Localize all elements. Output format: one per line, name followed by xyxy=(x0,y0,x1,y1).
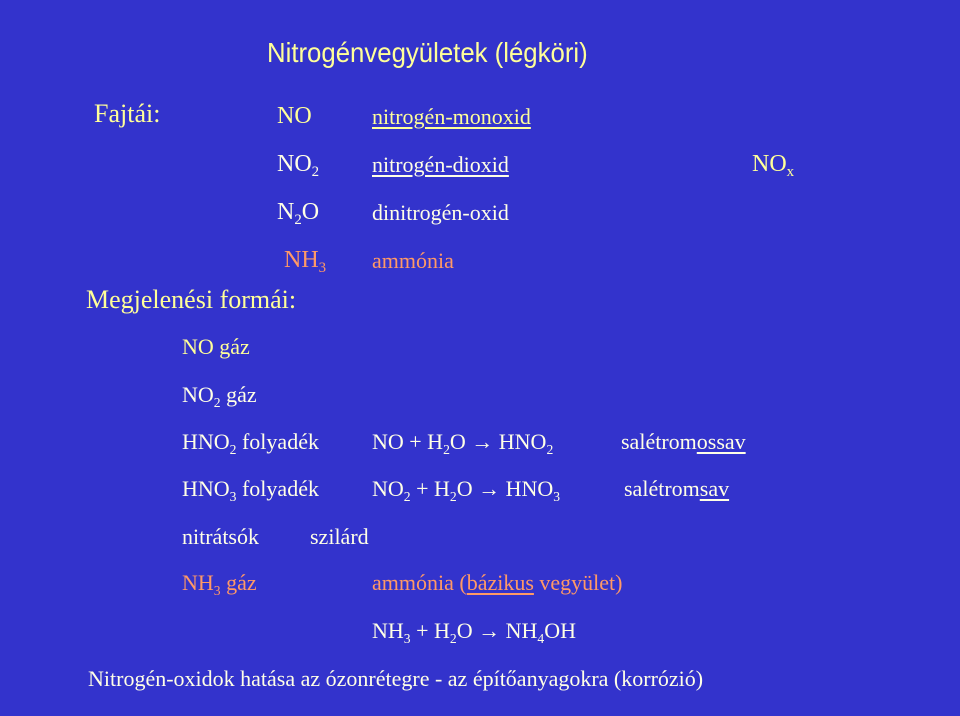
form-hno2-liquid: $HNO_2$ folyadék xyxy=(182,429,319,457)
name-dinitrogen-oxide: dinitrogén-oxid xyxy=(372,200,509,225)
types-label: Fajtái: xyxy=(94,99,161,128)
name-nitrogen-monoxide: nitrogén-monoxid xyxy=(372,104,531,129)
name-ammonia: ammónia xyxy=(372,248,454,273)
form-solid: szilárd xyxy=(310,524,369,549)
formula-no: NO xyxy=(277,103,312,129)
footer-effects: Nitrogén-oxidok hatása az ózonrétegre - az építőanyagokra (korrózió) xyxy=(88,666,704,691)
formula-nh3: $NH_3$ xyxy=(284,247,327,277)
name-nitric-acid: salétromsav xyxy=(624,476,730,501)
form-hno3-liquid: $HNO_3$ folyadék xyxy=(182,476,319,504)
page-title: Nitrogénvegyületek (légköri) xyxy=(267,37,588,68)
forms-label: Megjelenési formái: xyxy=(86,285,297,314)
reaction-hno2: NO + $H_2O \to HNO_2$ xyxy=(372,429,554,457)
ammonia-basic-note: ammónia (bázikus vegyület) xyxy=(372,570,623,595)
reaction-nh4oh: $NH_3 + H_2O \to NH_4OH$ xyxy=(372,618,576,646)
form-nh3-gas: $NH_3$ gáz xyxy=(182,570,257,598)
form-no2-gas: $NO_2$ gáz xyxy=(182,382,257,410)
form-no-gas: NO gáz xyxy=(182,334,250,359)
form-nitrates: nitrátsók xyxy=(182,524,259,549)
nox-label: $NO_x$ xyxy=(752,151,795,181)
reaction-hno3: $NO_2 + H_2O \to HNO_3$ xyxy=(372,476,561,504)
name-nitrous-acid: salétromossav xyxy=(621,429,746,454)
formula-no2: $NO_2$ xyxy=(277,151,320,181)
name-nitrogen-dioxide: nitrogén-dioxid xyxy=(372,152,509,177)
formula-n2o: $N_2O$ xyxy=(277,199,320,229)
